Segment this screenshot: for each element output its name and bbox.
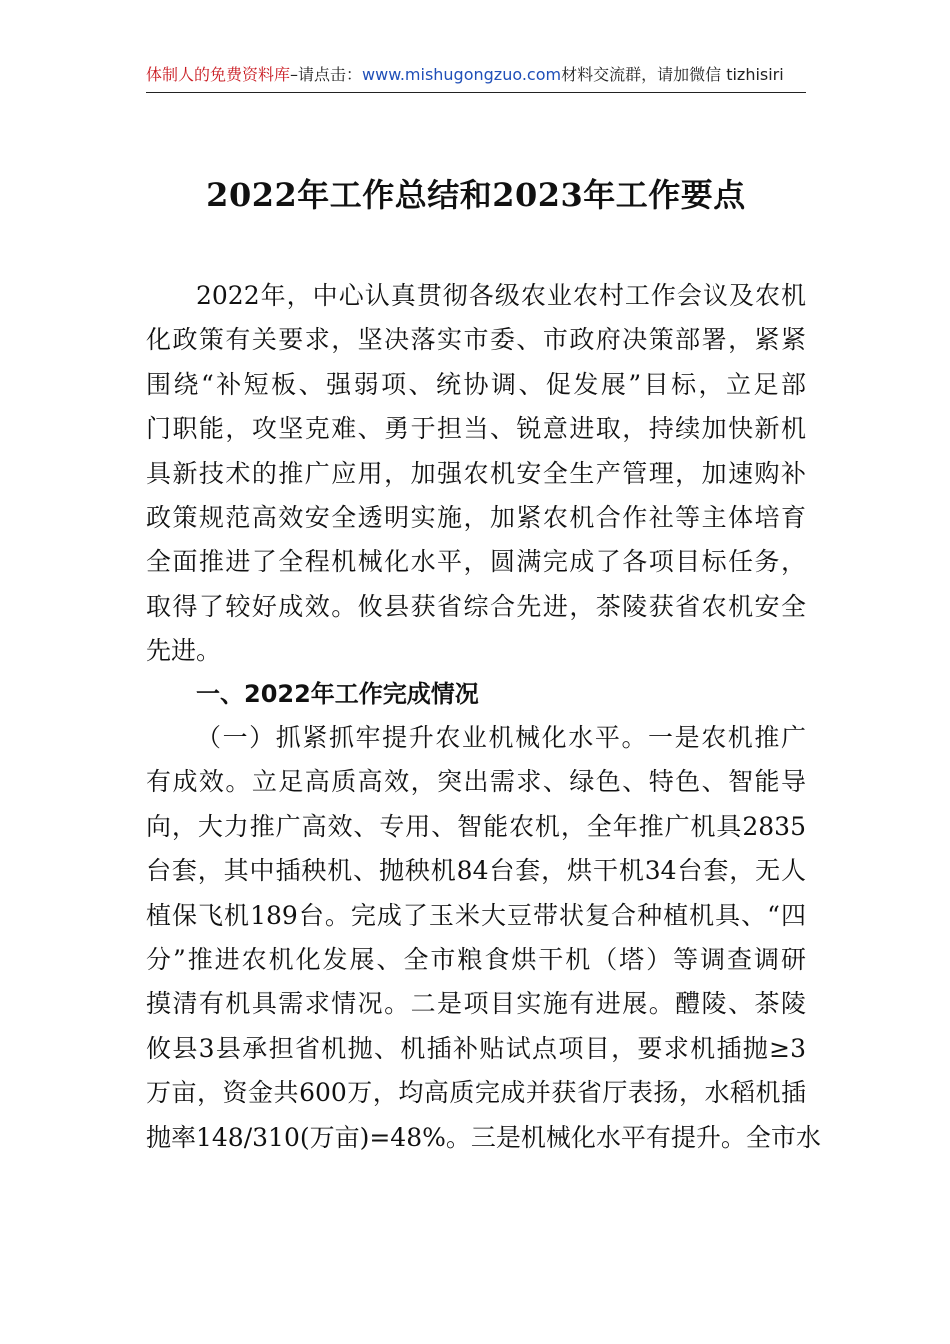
document-title: 2022年工作总结和2023年工作要点 xyxy=(206,176,746,214)
intro-line: 取得了较好成效。攸县获省综合先进，茶陵获省农机安全 xyxy=(146,591,806,621)
intro-line: 门职能，攻坚克难、勇于担当、锐意进取，持续加快新机 xyxy=(146,414,806,444)
header-lead-text: –请点击： xyxy=(290,65,363,84)
section1-line: 攸县3县承担省机抛、机插补贴试点项目，要求机插抛≥3 xyxy=(146,1033,806,1063)
section1-line: 向，大力推广高效、专用、智能农机，全年推广机具2835 xyxy=(146,811,806,841)
section1-line: 分”推进农机化发展、全市粮食烘干机（塔）等调查调研 xyxy=(146,944,806,974)
intro-line: 2022年，中心认真贯彻各级农业农村工作会议及农机 xyxy=(196,281,806,310)
intro-line: 围绕“补短板、强弱项、统协调、促发展”目标，立足部 xyxy=(146,369,806,399)
section-heading-1: 一、2022年工作完成情况 xyxy=(196,680,479,708)
header-url-link[interactable]: www.mishugongzuo.com xyxy=(362,65,562,84)
intro-line: 政策规范高效安全透明实施，加紧农机合作社等主体培育 xyxy=(146,502,806,532)
intro-line: 先进。 xyxy=(146,636,222,666)
section1-line: （一）抓紧抓牢提升农业机械化水平。一是农机推广 xyxy=(196,723,806,752)
header-site-name: 体制人的免费资料库 xyxy=(146,65,291,84)
intro-line: 化政策有关要求，坚决落实市委、市政府决策部署，紧紧 xyxy=(146,325,806,355)
section1-line: 有成效。立足高质高效，突出需求、绿色、特色、智能导 xyxy=(146,767,806,797)
section1-line: 台套，其中插秧机、抛秧机84台套，烘干机34台套，无人 xyxy=(146,856,806,886)
section1-line: 摸清有机具需求情况。二是项目实施有进展。醴陵、茶陵 xyxy=(146,989,806,1019)
section1-paragraph xyxy=(146,716,821,1160)
intro-paragraph xyxy=(146,274,806,674)
section1-line: 万亩，资金共600万，均高质完成并获省厅表扬，水稻机插 xyxy=(146,1078,806,1108)
intro-line: 具新技术的推广应用，加强农机安全生产管理，加速购补 xyxy=(146,458,806,488)
intro-line: 全面推进了全程机械化水平，圆满完成了各项目标任务， xyxy=(146,547,806,577)
header-tail-text: 材料交流群，请加微信 tizhisiri xyxy=(561,65,784,84)
page-header xyxy=(146,62,806,93)
section1-line: 抛率148/310(万亩)=48%。三是机械化水平有提升。全市水 xyxy=(146,1122,821,1152)
section1-line: 植保飞机189台。完成了玉米大豆带状复合种植机具、“四 xyxy=(146,900,806,930)
